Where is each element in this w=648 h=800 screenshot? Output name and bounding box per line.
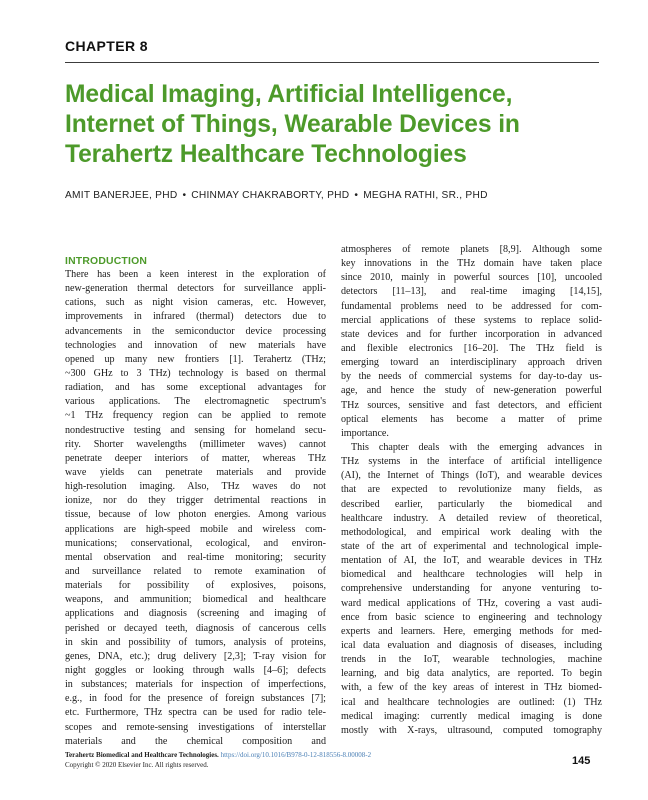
text-line: biomedical and healthcare technologies will help in xyxy=(341,569,602,581)
text-line: ~1 THz frequency region can be applied to remote xyxy=(65,410,326,422)
chapter-label: CHAPTER 8 xyxy=(65,38,148,54)
text-line: tissue, because of low photon energies. Among various xyxy=(65,509,326,521)
text-line: state of the art of experimental and technological imple- xyxy=(341,540,602,552)
text-line: scopes and remote-sensing investigations of interstellar xyxy=(65,721,326,733)
text-line: mental observation and real-time monitoring; security xyxy=(65,551,326,563)
text-line: THz sources, sensitive and fast detectors, and efficient xyxy=(341,399,602,411)
text-line: and flexible electronics [16–20]. The THz field is xyxy=(341,342,602,354)
text-line: atmospheres of remote planets [8,9]. Although some xyxy=(341,244,602,255)
body-column-right xyxy=(341,243,602,738)
text-line: (AI), the Internet of Things (IoT), and wearable devices xyxy=(341,470,602,482)
text-line: technologies and innovation of new materials have xyxy=(65,339,326,351)
text-line: improvements in infrared (thermal) detectors due to xyxy=(65,311,326,323)
text-line: ward medical applications of THz, covering a vast audi- xyxy=(341,597,602,609)
chapter-title-line-3: Terahertz Healthcare Technologies xyxy=(65,141,467,168)
text-line: ~300 GHz to 3 THz) technology is based on thermal xyxy=(65,367,326,379)
text-line: described earlier, particularly the biomedical and xyxy=(341,498,602,510)
text-line: state devices and for further incorporation in advanced xyxy=(341,328,602,340)
text-line: advancements in the semiconductor device processing xyxy=(65,325,326,337)
text-line: in skin and possibility of tumors, analysis of proteins, xyxy=(65,636,326,648)
text-line: applications and diagnosis (screening and imaging of xyxy=(65,608,326,620)
text-line: emerging toward an interdisciplinary approach driven xyxy=(341,357,602,369)
text-line: ionize, nor do they trigger detrimental reactions in xyxy=(65,495,326,507)
page-footer xyxy=(65,750,371,770)
text-line: There has been a keen interest in the exploration of xyxy=(65,269,326,280)
text-line: fundamental problems need to be addressed for com- xyxy=(341,300,602,312)
text-line: that are expected to revolutionize many fields, as xyxy=(341,484,602,496)
body-column-left xyxy=(65,268,326,749)
text-line: materials and the chemical composition and xyxy=(65,735,326,747)
text-line: with, a few of the key areas of interest in THz biomed- xyxy=(341,682,602,694)
text-line: This chapter deals with the emerging advances in xyxy=(351,441,602,453)
author-separator: • xyxy=(182,190,187,201)
text-line: since 2010, mainly in powerful sources [10], uncooled xyxy=(341,272,602,284)
author-3: MEGHA RATHI, SR., PHD xyxy=(363,190,488,201)
text-line: experts and learners. Here, emerging methods for med- xyxy=(341,625,602,637)
author-1: AMIT BANERJEE, PHD xyxy=(65,190,178,201)
chapter-title-line-2: Internet of Things, Wearable Devices in xyxy=(65,111,520,138)
text-line: cations, such as night vision cameras, etc. However, xyxy=(65,297,326,309)
text-line: mentation of AI, the IoT, and wearable devices in THz xyxy=(341,555,602,567)
text-line: trends in the IoT, wearable technologies, machine xyxy=(341,654,602,666)
text-line: age, and hence the study of new-generation powerful xyxy=(341,385,602,397)
text-line: ical data evaluation and diagnosis of diseases, including xyxy=(341,639,602,651)
text-line: perished or decayed teeth, diagnosis of cancerous cells xyxy=(65,622,326,634)
text-line: in substances; materials for inspection of imperfections, xyxy=(65,679,326,691)
text-line: radiation, and has some exceptional advantages for xyxy=(65,382,326,394)
text-line: applications are high-speed mobile and wireless com- xyxy=(65,523,326,535)
footer-doi-link[interactable]: https://doi.org/10.1016/B978-0-12-818556-8.00008-2 xyxy=(220,751,372,759)
chapter-title-line-1: Medical Imaging, Artificial Intelligence, xyxy=(65,81,513,108)
author-separator: • xyxy=(354,190,359,201)
text-line: penetrate deeper interiors of matter, whereas THz xyxy=(65,452,326,464)
text-line: by the needs of commercial systems for day-to-day us- xyxy=(341,371,602,383)
text-line: detectors [11–13], and real-time imaging [14,15], xyxy=(341,286,602,298)
text-line: materials for possibility of explosives, poisons, xyxy=(65,580,326,592)
text-line: various applications. The electromagnetic spectrum's xyxy=(65,396,326,408)
text-line: comprehensive understanding for anyone venturing to- xyxy=(341,583,602,595)
footer-book-title: Terahertz Biomedical and Healthcare Technologies. xyxy=(65,751,219,759)
text-line: mercial applications of these systems to replace solid- xyxy=(341,314,602,326)
text-line: THz systems in the interface of artificial intelligence xyxy=(341,456,602,468)
text-line: wave yields can penetrate materials and provide xyxy=(65,466,326,478)
text-line: optical elements has become a matter of prime xyxy=(341,413,602,425)
text-line: high-resolution imaging. Also, THz waves do not xyxy=(65,481,326,493)
text-line: new-generation thermal detectors for surveillance appli- xyxy=(65,283,326,295)
chapter-rule xyxy=(65,62,599,63)
text-line: ence from basic science to engineering and technology xyxy=(341,611,602,623)
author-2: CHINMAY CHAKRABORTY, PHD xyxy=(191,190,350,201)
footer-copyright: Copyright © 2020 Elsevier Inc. All rights reserved. xyxy=(65,761,209,769)
footer-citation xyxy=(65,750,371,760)
text-line: genes, DNA, etc.); drug delivery [2,3]; T-ray vision for xyxy=(65,650,326,662)
text-line: ical and healthcare technologies are outlined: (1) THz xyxy=(341,696,602,708)
text-line: mostly with X-rays, ultrasound, computed tomography xyxy=(341,724,602,736)
author-list xyxy=(65,190,605,201)
text-line: munications; conservational, ecological, and environ- xyxy=(65,537,326,549)
text-line: learning, and big data analytics, are reported. To begin xyxy=(341,668,602,680)
text-line: key innovations in the THz domain have taken place xyxy=(341,258,602,270)
text-line: methodological, and empirical work dealing with the xyxy=(341,526,602,538)
text-line: night goggles or looking through walls [4–6]; defects xyxy=(65,664,326,676)
text-line: and surveillance related to remote examination of xyxy=(65,565,326,577)
chapter-title xyxy=(65,80,605,170)
text-line: etc. Furthermore, THz spectra can be used for radio tele- xyxy=(65,707,326,719)
text-line: nondestructive testing and sensing for homeland secu- xyxy=(65,424,326,436)
text-line: opened up many new frontiers [1]. Terahertz (THz; xyxy=(65,353,326,365)
text-line: rity. Shorter wavelengths (millimeter waves) cannot xyxy=(65,438,326,450)
text-line: e.g., in food for the presence of foreign substances [7]; xyxy=(65,693,326,705)
text-line: weapons, and ammunition; biomedical and healthcare xyxy=(65,594,326,606)
section-heading-introduction: INTRODUCTION xyxy=(65,256,148,267)
page-number: 145 xyxy=(572,755,591,767)
text-line: medical imaging: currently medical imaging is done xyxy=(341,710,602,722)
text-line: healthcare industry. A detailed review of theoretical, xyxy=(341,512,602,524)
text-line: importance. xyxy=(341,427,389,439)
